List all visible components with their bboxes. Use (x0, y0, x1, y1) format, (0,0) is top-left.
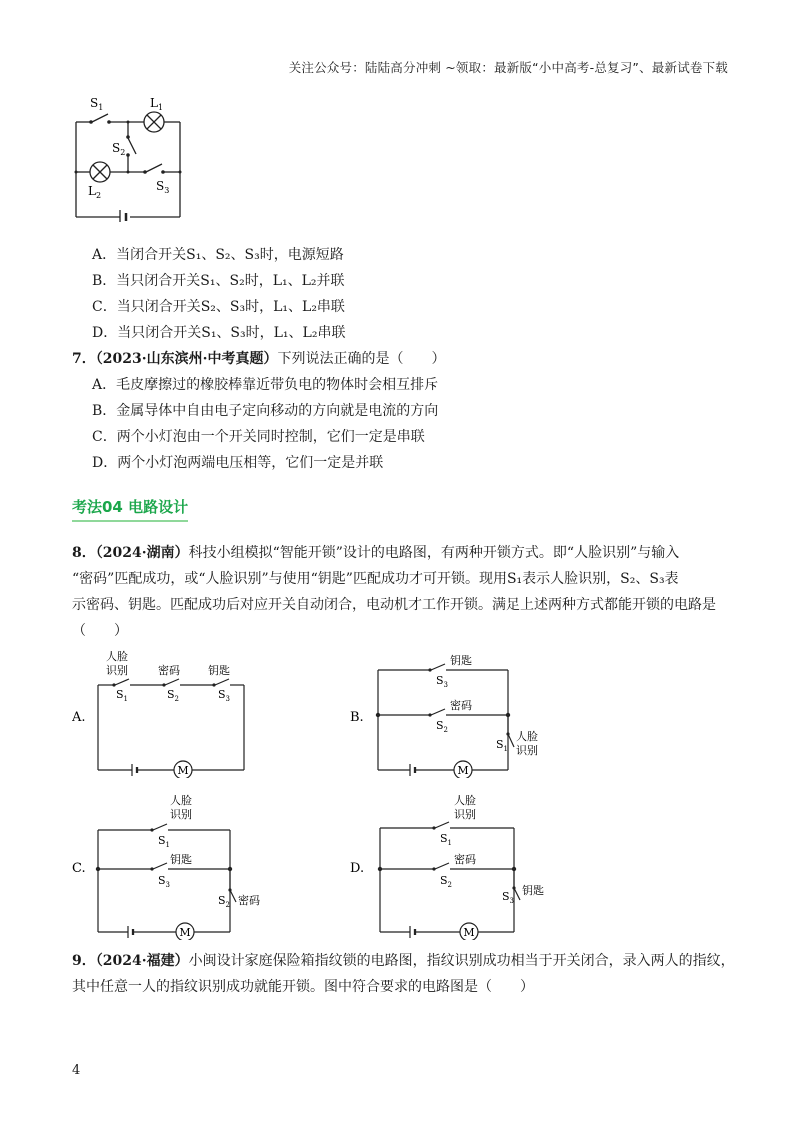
s3-label: $S_3$ (502, 890, 515, 905)
motor-label: M (177, 764, 189, 777)
page-number: 4 (72, 1063, 81, 1078)
option-label-a: A. (72, 710, 86, 725)
q7-number: 7． (72, 351, 96, 367)
s2-label: $S_2$ (218, 894, 231, 909)
page-header: 关注公众号：陆陆高分冲刺 ~领取：最新版“小中高考-总复习”、最新试卷下载 (288, 60, 728, 75)
q8-line4: （ ） (72, 623, 128, 639)
motor-label: M (463, 926, 475, 939)
q8-diagram-b (350, 648, 550, 778)
key-label: 钥匙 (522, 884, 544, 897)
q9-line2: 其中任意一人的指纹识别成功就能开锁。图中符合要求的电路图是（ ） (72, 979, 534, 995)
password-label: 密码 (450, 699, 472, 712)
q7-source: （2023·山东滨州·中考真题） (95, 351, 278, 367)
s2-label: $S_2$ (440, 874, 453, 889)
s1-label: $S_1$ (158, 834, 171, 849)
recog-label: 识别 (106, 664, 128, 677)
q6-option-d: D．当只闭合开关S₁、S₃时，L₁、L₂串联 (92, 325, 346, 341)
q7-option-a: A．毛皮摩擦过的橡胶棒靠近带负电的物体时会相互排斥 (92, 377, 439, 393)
recog-label: 识别 (170, 808, 192, 821)
q9-line1: 小闽设计家庭保险箱指纹锁的电路图，指纹识别成功相当于开关闭合，录入两人的指纹， (188, 953, 735, 969)
label-l1: $L_1$ (150, 96, 164, 112)
q7-stem (72, 348, 445, 368)
q7-option-d: D．两个小灯泡两端电压相等，它们一定是并联 (92, 455, 384, 471)
face-label: 人脸 (170, 794, 192, 807)
s1-label: $S_1$ (440, 832, 453, 847)
s3-label: $S_3$ (158, 874, 171, 889)
key-label: 钥匙 (208, 664, 230, 677)
q7-option-b: B．金属导体中自由电子定向移动的方向就是电流的方向 (92, 403, 439, 419)
password-label: 密码 (158, 664, 180, 677)
s1-label: $S_1$ (496, 738, 509, 753)
password-label: 密码 (238, 894, 260, 907)
q8-number: 8． (72, 545, 96, 561)
s3-label: $S_3$ (436, 674, 449, 689)
q8-diagram-d (350, 792, 550, 940)
q6-option-b: B．当只闭合开关S₁、S₂时，L₁、L₂并联 (92, 273, 345, 289)
q9-source: （2024·福建） (95, 953, 189, 969)
option-label-d: D. (350, 861, 365, 876)
q6-circuit-diagram (70, 92, 190, 222)
q8-line1: 科技小组模拟“智能开锁”设计的电路图，有两种开锁方式。即“人脸识别”与输入 (188, 545, 680, 561)
q9-number: 9． (72, 953, 96, 969)
s1-label: $S_1$ (116, 688, 129, 703)
q8-diagram-c (72, 792, 272, 940)
label-l2: $L_2$ (88, 184, 102, 200)
key-label: 钥匙 (170, 853, 192, 866)
label-s1: $S_1$ (90, 96, 104, 112)
face-label: 人脸 (106, 650, 128, 663)
recog-label: 识别 (454, 808, 476, 821)
recog-label: 识别 (516, 744, 538, 757)
option-label-c: C. (72, 861, 86, 876)
q7-question: 下列说法正确的是（ ） (277, 351, 446, 367)
q8-line2: “密码”匹配成功，或“人脸识别”与使用“钥匙”匹配成功才可开锁。现用S₁表示人脸识别，S₂、S₃表 (72, 571, 679, 587)
s2-label: $S_2$ (436, 719, 449, 734)
option-label-b: B. (350, 710, 364, 725)
face-label: 人脸 (454, 794, 476, 807)
q8-source: （2024·湖南） (95, 545, 189, 561)
key-label: 钥匙 (450, 654, 472, 667)
password-label: 密码 (454, 853, 476, 866)
label-s2: $S_2$ (112, 141, 126, 157)
q6-option-a: A．当闭合开关S₁、S₂、S₃时，电源短路 (92, 247, 344, 263)
motor-label: M (179, 926, 191, 939)
q9-stem (72, 948, 735, 1000)
s3-label: $S_3$ (218, 688, 231, 703)
motor-label: M (457, 764, 469, 777)
face-label: 人脸 (516, 730, 538, 743)
q6-option-c: C．当只闭合开关S₂、S₃时，L₁、L₂串联 (92, 299, 345, 315)
section-title: 考法04 电路设计 (72, 496, 188, 522)
label-s3: $S_3$ (156, 179, 170, 195)
q8-line3: 示密码、钥匙。匹配成功后对应开关自动闭合，电动机才工作开锁。满足上述两种方式都能开锁的电路是 (72, 597, 716, 613)
q7-option-c: C．两个小灯泡由一个开关同时控制，它们一定是串联 (92, 429, 425, 445)
q8-diagram-a (72, 648, 262, 778)
s2-label: $S_2$ (167, 688, 180, 703)
q8-stem (72, 540, 722, 644)
